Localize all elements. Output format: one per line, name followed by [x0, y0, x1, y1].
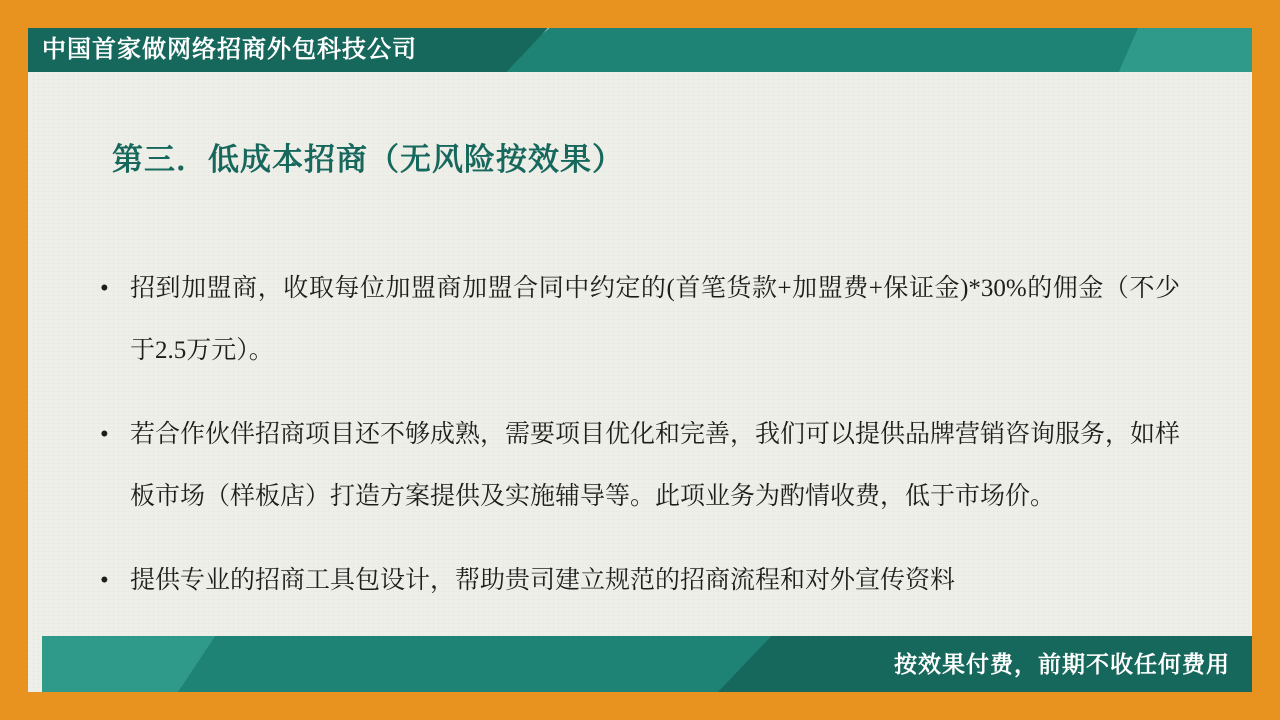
- footer-banner: [28, 636, 1252, 692]
- footer-stripe-mid: [178, 636, 798, 692]
- header-stripe-mid: [498, 28, 1138, 72]
- list-item: [100, 550, 1180, 612]
- list-item-text: 提供专业的招商工具包设计，帮助贵司建立规范的招商流程和对外宣传资料: [130, 567, 956, 594]
- bullet-marker-icon: •: [100, 421, 109, 448]
- page-title: 第三．低成本招商（无风险按效果）: [112, 142, 624, 177]
- list-item-text: 若合作伙伴招商项目还不够成熟，需要项目优化和完善，我们可以提供品牌营销咨询服务，如样板市场（样板店）打造方案提供及实施辅导等。此项业务为酌情收费，低于市场价。: [130, 421, 1181, 510]
- list-item: [100, 258, 1180, 382]
- header-title: 中国首家做网络招商外包科技公司: [42, 36, 417, 63]
- bullet-marker-icon: •: [100, 567, 109, 594]
- footer-slogan: 按效果付费，前期不收任何费用: [894, 651, 1230, 677]
- list-item: [100, 404, 1180, 528]
- list-item-text: 招到加盟商，收取每位加盟商加盟合同中约定的(首笔货款+加盟费+保证金)*30%的佣金（不少于2.5万元）。: [130, 275, 1180, 364]
- bullet-list: [100, 258, 1180, 634]
- header-banner: [28, 28, 1252, 72]
- bullet-marker-icon: •: [100, 275, 109, 302]
